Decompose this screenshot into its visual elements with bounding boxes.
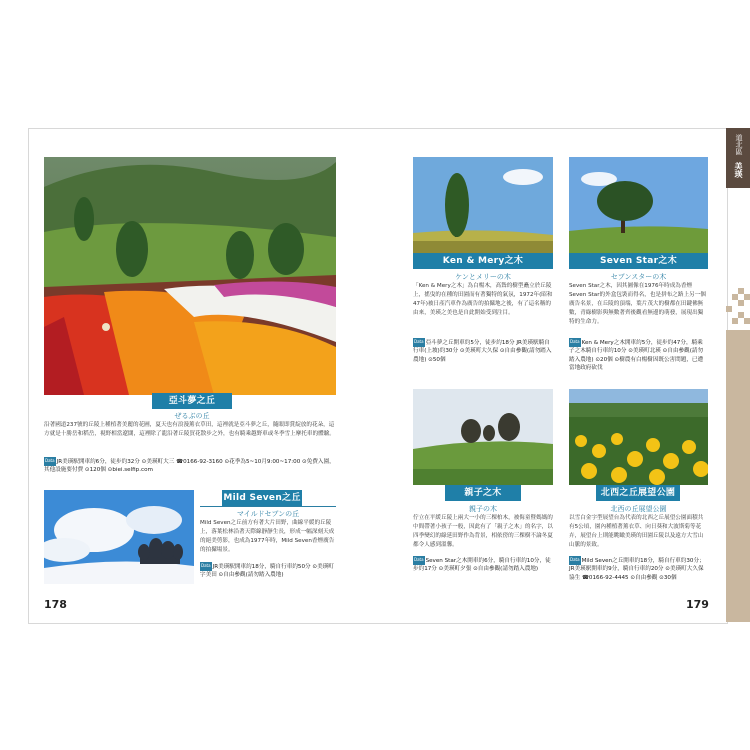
- mild-seven-rule: [200, 506, 336, 507]
- seven-star-tree-photo: [569, 157, 708, 253]
- seven-star-info-text: [569, 338, 708, 373]
- left-page-number: 178: [44, 598, 67, 611]
- area-label: 美瑛: [734, 162, 743, 178]
- data-badge-icon: Data: [569, 338, 581, 347]
- data-badge-icon: Data: [200, 562, 212, 571]
- data-badge-icon: Data: [569, 556, 581, 565]
- ken-mery-info-value: 亞斗夢之丘開車約5分，徒步約18分 JR美瑛駅騎自行車(上坡)約30分 ⊙美瑛町大久保 ⊙自由參觀(請勿踏入農地) ⊙50個: [413, 339, 552, 363]
- mild-seven-info-value: JR美瑛駅開車約18分，騎自行車約50分 ⊙美瑛町字美田 ⊙自由參觀(請勿踏入農地): [200, 563, 334, 579]
- hokusei-info-text: [569, 556, 708, 582]
- oyako-info-value: Seven Star之木開車約6分，騎自行車約10分，徒步約17分 ⊙美瑛町夕張 ⊙自由參觀(請勿踏入農地): [413, 557, 551, 573]
- mild-seven-info-text: [200, 562, 336, 580]
- hero-subtitle: ぜるぶの丘: [174, 412, 210, 420]
- hero-info-value: JR美瑛駅開車約6分，徒步約32分 ⊙美瑛町大三 ☎0166-92-3160 ⊙花季為5~10月9:00~17:00 ⊙免費入園，其他設施要付費 ⊙120個 ⊙biei.selfip.com: [44, 458, 335, 474]
- hero-title-label: 亞斗夢之丘: [152, 393, 232, 409]
- section-side-tab: [726, 128, 750, 622]
- hokusei-subtitle: 北西の丘展望公園: [610, 505, 667, 513]
- region-label: 道北區: [735, 134, 743, 155]
- data-badge-icon: Data: [413, 556, 425, 565]
- mild-seven-title-label: Mild Seven之丘: [222, 490, 302, 506]
- ken-mery-info-text: [413, 338, 553, 364]
- ken-mery-title-label: Ken & Mery之木: [413, 253, 553, 269]
- data-badge-icon: Data: [44, 457, 56, 466]
- seven-star-title-label: Seven Star之木: [569, 253, 708, 269]
- mild-seven-photo: [44, 490, 194, 584]
- oyako-tree-photo: [413, 389, 553, 485]
- hokusei-title-label: 北西之丘展望公園: [596, 485, 680, 501]
- oyako-title-label: 親子之木: [445, 485, 521, 501]
- oyako-info-text: [413, 556, 553, 574]
- hero-info-text: [44, 457, 336, 475]
- hokusei-info-value: Mild Seven之丘開車約18分，騎自行車約30分；JR美瑛駅開車約9分，騎自行車約20分 ⊙美瑛町大久保協生 ☎0166-92-4445 ⊙自由參觀 ⊙30個: [569, 557, 705, 581]
- right-page-number: 179: [686, 598, 709, 611]
- side-pattern: [726, 288, 750, 622]
- ken-mery-tree-photo: [413, 157, 553, 253]
- ken-mery-subtitle: ケンとメリーの木: [455, 273, 511, 281]
- seven-star-info-value: Ken & Mery之木開車約5分，徒步約47分，騎乘子之木騎自行車約10分 ⊙美瑛町北瑛 ⊙自由參觀(請勿踏入農地) ⊙20個 ⊙樹農有白楊樹因既公害問題，已遭當地政府砍伐: [569, 339, 704, 372]
- seven-star-body-text: Seven Star之木，因其圖像在1976年時成為香煙Seven Star的外盒包裝而得名，也是拼布之路上另一個廣告名景，在丘陵的頂端，葉片茂大的樹都在田鍵佛無數，青綠樹影與無數著齊後觀看無邊的萌發，展現出獨特的生命力。: [569, 283, 706, 325]
- hokusei-body-text: 以雪白金字型展望台為代表的北西之丘展望公園面積共有5公頃，園內種植著薰衣草、向日葵和大波斯菊等花卉，展望台上則能眺瞰美瑛的田園丘陵以及遠方大雪山山脈的景致。: [569, 515, 704, 548]
- mild-seven-body-text: Mild Seven之丘前方有著大片田野，曲線平緩的丘陵上，落葉松林沿著天際線靜靜生長，形成一幅深刻天成的絕美剪影，也成為1977年時，Mild Seven香煙廣告的拍攝場景。: [200, 520, 335, 553]
- ken-mery-body-text: 「Ken & Mery之木」為白楊木，高聳的樹型矗立於丘陵上，搖曳的在種的田園而有著獨特的氣氛，1972年(昭和47年)被日產汽車作為廣告的拍攝地之後，有了這名稱的由來，美瑛之美也是自此開始受到注目。: [413, 283, 553, 316]
- hero-body-text: 沿著國道237號的丘陵上種植著美麗的花圃，夏天也有浪漫薰衣草田，這裡就是亞斗夢之丘，隨眼即賞綻放的花朵，這方就是十勝岳和稻岳，視野相當遼闊，這裡除了龍沿著丘陵買花散步之外，也有騎乘越野車或冬季雪上摩托車的體驗。: [44, 422, 335, 437]
- seven-star-subtitle: セブンスターの木: [610, 273, 667, 281]
- data-badge-icon: Data: [413, 338, 425, 347]
- sunflower-field-photo: [569, 389, 708, 485]
- mild-seven-subtitle: マイルドセブンの丘: [236, 510, 300, 518]
- oyako-body-text: 佇立在平緩丘陵上兩大一小的三棵柏木，被侮童暨媽媽的中間帶著小孩子一般，因此有了「親子之木」的名字，以四季變幻的綠延田野作為背景，相依傍的三棵樹不論冬夏都令人感到溫馨。: [413, 515, 553, 548]
- flower-field-photo: [44, 157, 336, 395]
- oyako-subtitle: 親子の木: [469, 505, 497, 513]
